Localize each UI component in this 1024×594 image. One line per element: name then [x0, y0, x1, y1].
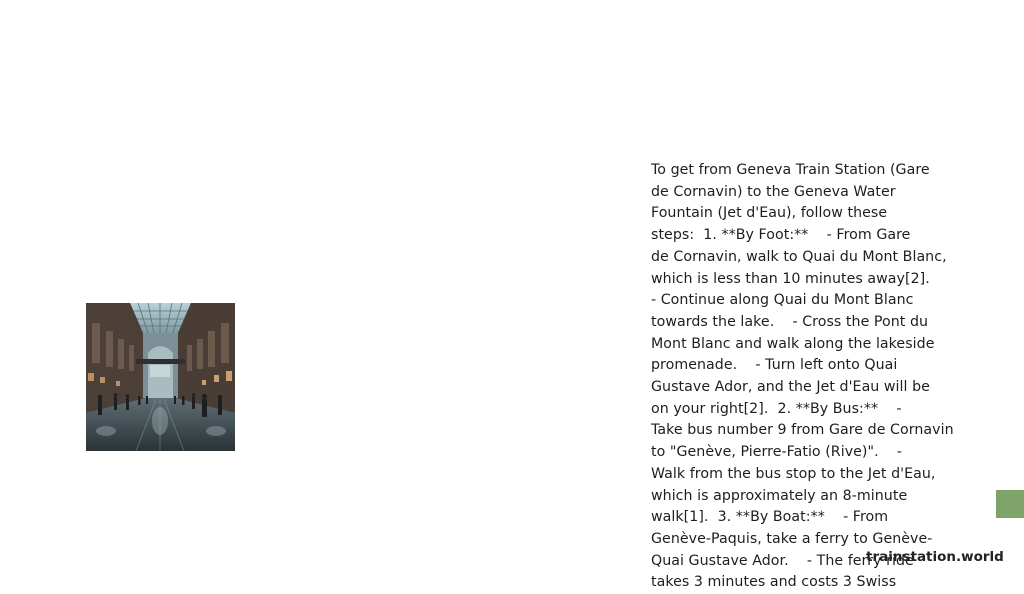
directions-article: [651, 160, 986, 591]
article-line: Mont Blanc and walk along the lakeside: [651, 335, 935, 352]
article-line: Walk from the bus stop to the Jet d'Eau,: [651, 465, 936, 482]
article-line: which is less than 10 minutes away[2].: [651, 270, 930, 287]
article-line: to "Genève, Pierre-Fatio (Rive)". -: [651, 444, 903, 461]
article-line: Take bus number 9 from Gare de Cornavin: [651, 422, 954, 439]
article-line: takes 3 minutes and costs 3 Swiss: [651, 574, 897, 591]
article-line: steps: 1. **By Foot:** - From Gare: [651, 227, 911, 244]
article-line: walk[1]. 3. **By Boat:** - From: [651, 509, 889, 526]
article-line: Genève-Paquis, take a ferry to Genève-: [651, 530, 933, 547]
article-line: on your right[2]. 2. **By Bus:** -: [651, 400, 902, 417]
next-slide-button[interactable]: [996, 490, 1024, 518]
article-line: - Continue along Quai du Mont Blanc: [651, 292, 914, 309]
article-line: Gustave Ador, and the Jet d'Eau will be: [651, 379, 930, 396]
article-line: de Cornavin) to the Geneva Water: [651, 183, 896, 200]
train-station-illustration: [86, 303, 235, 451]
article-line: which is approximately an 8-minute: [651, 487, 908, 504]
article-line: de Cornavin, walk to Quai du Mont Blanc,: [651, 248, 947, 265]
article-line: Quai Gustave Ador. - The ferry ride: [651, 552, 914, 569]
site-watermark: trainstation.world: [866, 549, 1004, 565]
train-station-image: [86, 303, 235, 451]
article-line: Fountain (Jet d'Eau), follow these: [651, 205, 888, 222]
article-line: To get from Geneva Train Station (Gare: [651, 162, 930, 178]
article-line: towards the lake. - Cross the Pont du: [651, 313, 929, 330]
article-line: promenade. - Turn left onto Quai: [651, 357, 898, 374]
